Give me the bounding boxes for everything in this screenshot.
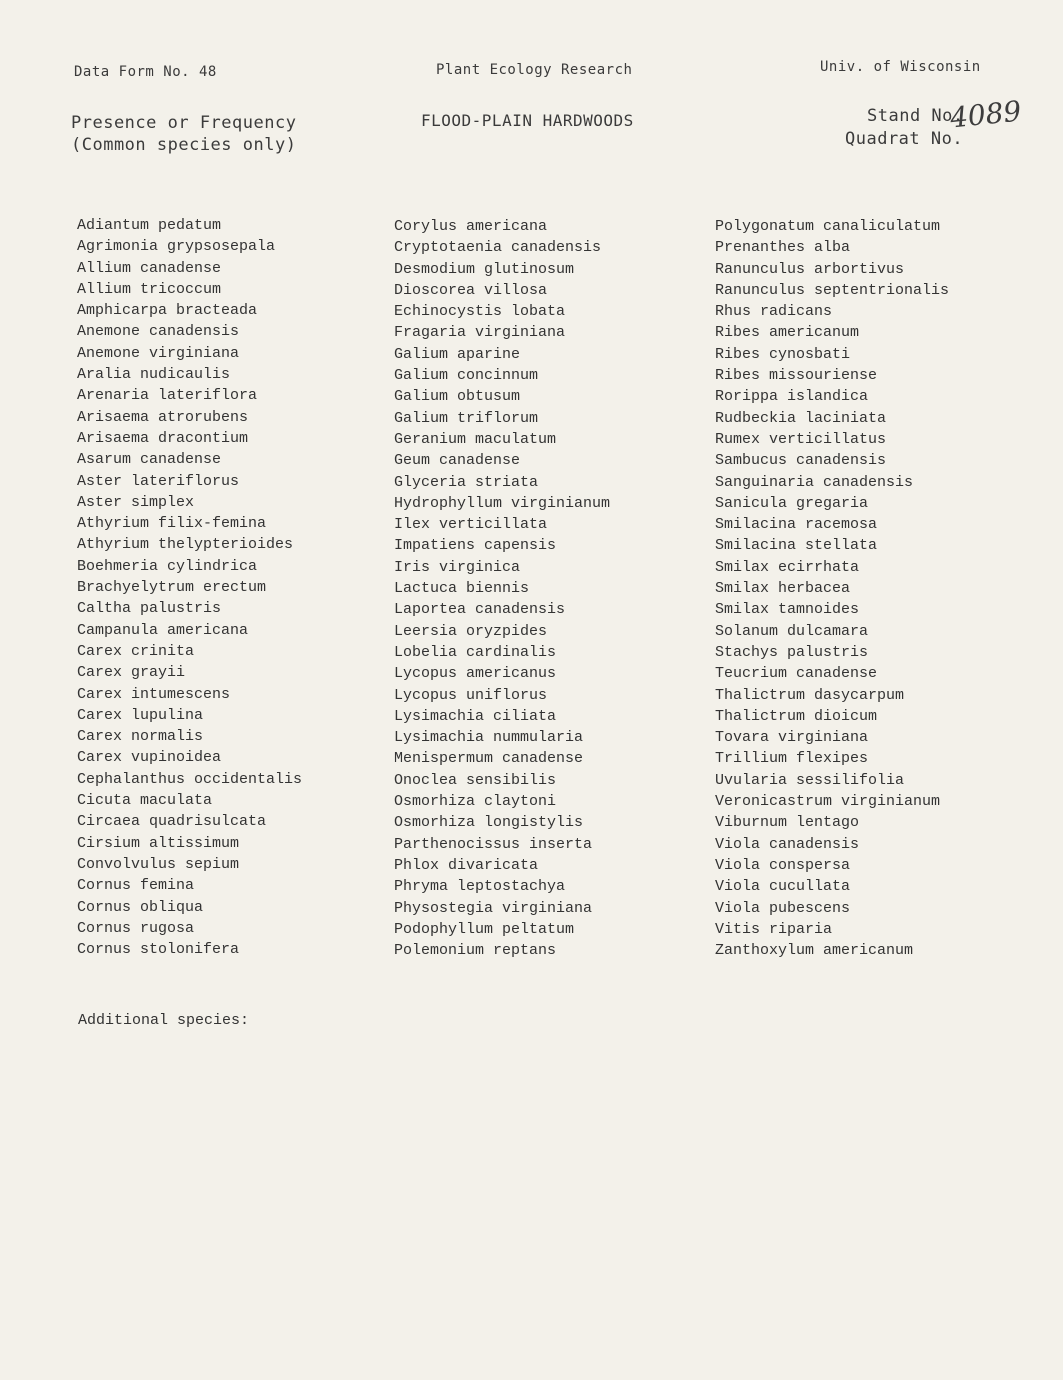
- species-item: Arenaria lateriflora: [77, 387, 258, 405]
- species-item: Cornus rugosa: [77, 919, 195, 937]
- species-item: Desmodium glutinosum: [394, 260, 575, 278]
- species-item: Sanguinaria canadensis: [715, 473, 914, 491]
- species-item: Geum canadense: [394, 452, 521, 470]
- species-item: Ilex verticillata: [394, 516, 548, 534]
- species-item: Stachys palustris: [715, 643, 869, 661]
- species-item: Lobelia cardinalis: [394, 643, 557, 661]
- species-item: Circaea quadrisulcata: [77, 813, 267, 831]
- species-item: Uvularia sessilifolia: [715, 771, 905, 789]
- species-item: Viola conspersa: [715, 856, 851, 874]
- stand-number-value: 4089: [948, 94, 1023, 135]
- species-item: Echinocystis lobata: [394, 303, 566, 321]
- presence-frequency-heading: Presence or Frequency: [71, 113, 297, 133]
- species-item: Onoclea sensibilis: [394, 771, 557, 789]
- species-item: Podophyllum peltatum: [394, 920, 575, 938]
- species-item: Dioscorea villosa: [394, 281, 548, 299]
- species-item: Brachyelytrum erectum: [77, 579, 267, 597]
- species-item: Phryma leptostachya: [394, 878, 566, 896]
- species-item: Caltha palustris: [77, 600, 222, 618]
- species-item: Convolvulus sepium: [77, 855, 240, 873]
- species-item: Carex normalis: [77, 728, 204, 746]
- species-item: Rudbeckia laciniata: [715, 409, 887, 427]
- quadrat-number-label: Quadrat No.: [845, 129, 964, 149]
- species-column-3: [715, 216, 949, 961]
- species-item: Hydrophyllum virginianum: [394, 494, 611, 512]
- species-item: Aster simplex: [77, 493, 195, 511]
- species-item: Geranium maculatum: [394, 430, 557, 448]
- species-item: Athyrium thelypterioides: [77, 536, 294, 554]
- species-item: Smilacina stellata: [715, 537, 878, 555]
- species-item: Ranunculus arbortivus: [715, 260, 905, 278]
- species-item: Carex grayii: [77, 664, 186, 682]
- species-item: Cryptotaenia canadensis: [394, 239, 602, 257]
- species-item: Aster lateriflorus: [77, 472, 240, 490]
- species-item: Allium canadense: [77, 259, 222, 277]
- species-item: Boehmeria cylindrica: [77, 557, 258, 575]
- species-item: Fragaria virginiana: [394, 324, 566, 342]
- species-item: Galium triflorum: [394, 409, 539, 427]
- species-item: Allium tricoccum: [77, 280, 222, 298]
- species-item: Galium aparine: [394, 345, 521, 363]
- species-item: Osmorhiza longistylis: [394, 814, 584, 832]
- species-item: Campanula americana: [77, 621, 249, 639]
- species-item: Ribes cynosbati: [715, 345, 851, 363]
- species-item: Asarum canadense: [77, 451, 222, 469]
- species-item: Cornus stolonifera: [77, 941, 240, 959]
- species-item: Veronicastrum virginianum: [715, 793, 941, 811]
- species-item: Solanum dulcamara: [715, 622, 869, 640]
- species-item: Smilax ecirrhata: [715, 558, 860, 576]
- species-item: Agrimonia grypsosepala: [77, 238, 276, 256]
- species-item: Anemone virginiana: [77, 344, 240, 362]
- species-item: Thalictrum dasycarpum: [715, 686, 905, 704]
- form-number: Data Form No. 48: [74, 64, 217, 80]
- species-item: Cornus femina: [77, 877, 195, 895]
- species-item: Polygonatum canaliculatum: [715, 218, 941, 235]
- species-item: Corylus americana: [394, 218, 548, 235]
- species-item: Viburnum lentago: [715, 814, 860, 832]
- species-item: Thalictrum dioicum: [715, 707, 878, 725]
- species-item: Parthenocissus inserta: [394, 835, 593, 853]
- species-item: Leersia oryzpides: [394, 622, 548, 640]
- species-item: Adiantum pedatum: [77, 217, 222, 234]
- research-title: Plant Ecology Research: [436, 62, 633, 78]
- species-item: Polemonium reptans: [394, 942, 557, 960]
- species-item: Cicuta maculata: [77, 792, 213, 810]
- species-item: Glyceria striata: [394, 473, 539, 491]
- species-column-2: [394, 216, 610, 961]
- species-item: Physostegia virginiana: [394, 899, 593, 917]
- species-item: Carex intumescens: [77, 685, 231, 703]
- species-item: Athyrium filix-femina: [77, 515, 267, 533]
- species-item: Galium concinnum: [394, 367, 539, 385]
- species-item: Tovara virginiana: [715, 729, 869, 747]
- species-item: Arisaema dracontium: [77, 429, 249, 447]
- species-item: Lycopus americanus: [394, 665, 557, 683]
- species-item: Phlox divaricata: [394, 856, 539, 874]
- stand-number-label: Stand No.: [867, 106, 964, 126]
- species-item: Carex crinita: [77, 642, 195, 660]
- species-item: Lysimachia ciliata: [394, 707, 557, 725]
- species-item: Cornus obliqua: [77, 898, 204, 916]
- species-item: Viola pubescens: [715, 899, 851, 917]
- species-item: Smilacina racemosa: [715, 516, 878, 534]
- species-item: Iris virginica: [394, 558, 521, 576]
- species-item: Rumex verticillatus: [715, 430, 887, 448]
- species-item: Ranunculus septentrionalis: [715, 281, 950, 299]
- species-item: Anemone canadensis: [77, 323, 240, 341]
- common-species-note: (Common species only): [71, 135, 297, 155]
- species-item: Osmorhiza claytoni: [394, 793, 557, 811]
- species-item: Teucrium canadense: [715, 665, 878, 683]
- species-item: Prenanthes alba: [715, 239, 851, 257]
- species-item: Zanthoxylum americanum: [715, 942, 914, 960]
- species-item: Amphicarpa bracteada: [77, 302, 258, 320]
- species-item: Ribes missouriense: [715, 367, 878, 385]
- habitat-title: FLOOD-PLAIN HARDWOODS: [421, 111, 634, 130]
- species-item: Cirsium altissimum: [77, 834, 240, 852]
- species-item: Carex vupinoidea: [77, 749, 222, 767]
- species-column-1: [77, 215, 302, 960]
- species-item: Sambucus canadensis: [715, 452, 887, 470]
- species-item: Trillium flexipes: [715, 750, 869, 768]
- species-item: Ribes americanum: [715, 324, 860, 342]
- species-item: Viola canadensis: [715, 835, 860, 853]
- additional-species-label: Additional species:: [78, 1012, 250, 1029]
- species-item: Aralia nudicaulis: [77, 366, 231, 384]
- species-item: Menispermum canadense: [394, 750, 584, 768]
- species-item: Rorippa islandica: [715, 388, 869, 406]
- species-item: Cephalanthus occidentalis: [77, 770, 303, 788]
- species-item: Lycopus uniflorus: [394, 686, 548, 704]
- species-item: Rhus radicans: [715, 303, 833, 321]
- species-item: Sanicula gregaria: [715, 494, 869, 512]
- species-item: Laportea canadensis: [394, 601, 566, 619]
- species-item: Smilax tamnoides: [715, 601, 860, 619]
- species-item: Impatiens capensis: [394, 537, 557, 555]
- university-name: Univ. of Wisconsin: [820, 59, 981, 75]
- species-item: Galium obtusum: [394, 388, 521, 406]
- species-item: Arisaema atrorubens: [77, 408, 249, 426]
- species-item: Carex lupulina: [77, 706, 204, 724]
- species-item: Lactuca biennis: [394, 580, 530, 598]
- species-item: Vitis riparia: [715, 920, 833, 938]
- species-item: Smilax herbacea: [715, 580, 851, 598]
- species-item: Lysimachia nummularia: [394, 729, 584, 747]
- species-item: Viola cucullata: [715, 878, 851, 896]
